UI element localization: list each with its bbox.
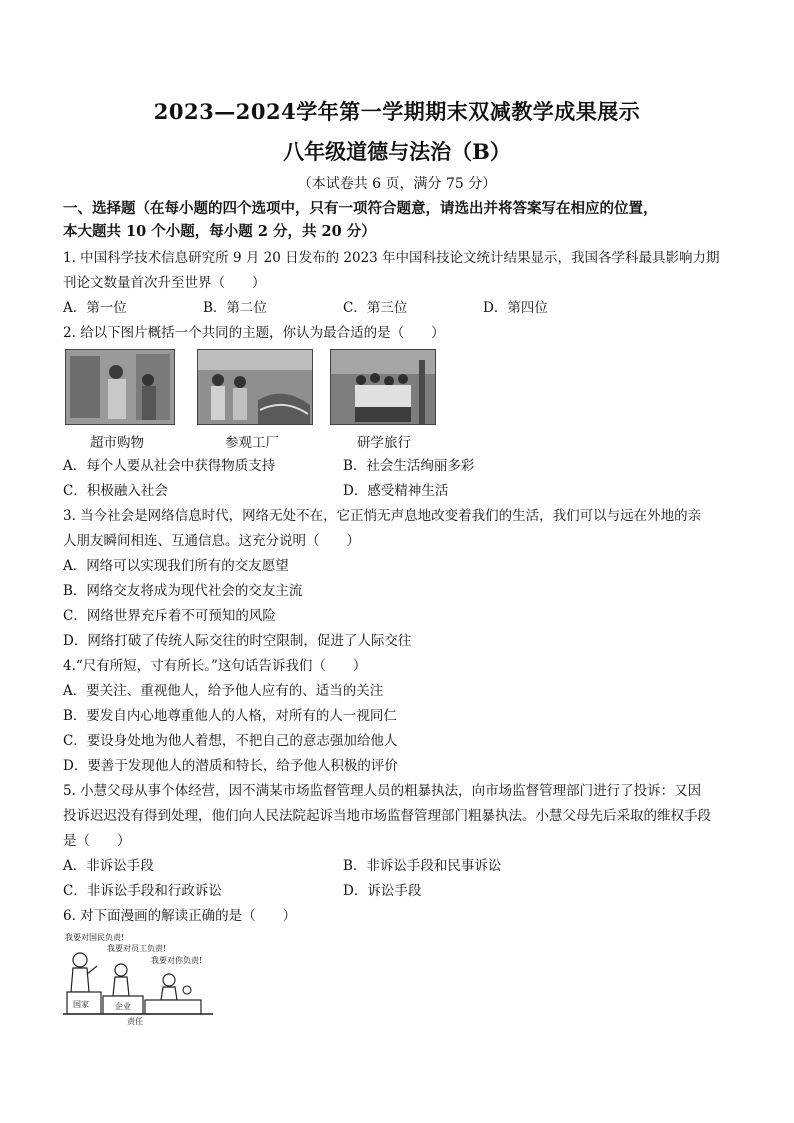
q2-option-c: C．积极融入社会 [63, 483, 168, 499]
cartoon-speech-family: 我要对你负责! [151, 956, 203, 965]
q3-option-c: C．网络世界充斥着不可预知的风险 [63, 608, 276, 624]
q1-option-d: D．第四位 [483, 300, 548, 316]
q5-stem-line1: 5. 小慧父母从事个体经营，因不满某市场监督管理人员的粗暴执法，向市场监督管理部门进行了投诉：又因 [63, 783, 702, 799]
q3-stem-line1: 3. 当今社会是网络信息时代，网络无处不在，它正悄无声息地改变着我们的生活，我们可以与远在外地的亲 [63, 508, 702, 524]
exam-subject: 八年级道德与法治（B） [283, 139, 511, 164]
caption-factory: 参观工厂 [225, 435, 279, 451]
q2-option-b: B．社会生活绚丽多彩 [343, 458, 475, 474]
caption-study-tour: 研学旅行 [357, 435, 411, 451]
q4-option-b: B．要发自内心地尊重他人的人格，对所有的人一视同仁 [63, 708, 397, 724]
cartoon-speech-company: 我要对员工负责! [107, 944, 167, 953]
cartoon-speech-country: 我要对国民负责! [65, 933, 125, 942]
photo-factory-visit [197, 349, 313, 425]
q1-option-b: B．第二位 [203, 300, 267, 316]
caption-supermarket: 超市购物 [90, 435, 144, 451]
responsibility-cartoon [63, 930, 215, 1025]
q1-option-a: A．第一位 [63, 300, 127, 316]
q2-stem: 2. 给以下图片概括一个共同的主题，你认为最合适的是（ ） [63, 325, 445, 341]
q2-option-a: A．每个人要从社会中获得物质支持 [63, 458, 276, 474]
q4-option-d: D．要善于发现他人的潜质和特长，给予他人积极的评价 [63, 758, 398, 774]
q6-stem: 6. 对下面漫画的解读正确的是（ ） [63, 908, 297, 924]
photo-study-tour [330, 349, 436, 425]
section-heading-line2: 本大题共 10 个小题，每小题 2 分，共 20 分） [63, 223, 376, 240]
q3-stem-line2: 人朋友瞬间相连、互通信息。这充分说明（ ） [63, 533, 360, 549]
q1-stem-line2: 刊论文数量首次升至世界（ ） [63, 275, 266, 291]
q4-option-c: C．要设身处地为他人着想，不把自己的意志强加给他人 [63, 733, 398, 749]
q3-option-d: D．网络打破了传统人际交往的时空限制，促进了人际交往 [63, 633, 412, 649]
cartoon-label-responsibility: 责任 [127, 1017, 143, 1025]
section-heading-line1: 一、选择题（在每小题的四个选项中，只有一项符合题意，请选出并将答案写在相应的位置， [63, 200, 658, 217]
q1-option-c: C．第三位 [343, 300, 408, 316]
q5-stem-line3: 是（ ） [63, 833, 131, 849]
q5-option-a: A．非诉讼手段 [63, 858, 154, 874]
q5-option-c: C．非诉讼手段和行政诉讼 [63, 883, 222, 899]
q5-option-d: D．诉讼手段 [343, 883, 422, 899]
q3-option-a: A．网络可以实现我们所有的交友愿望 [63, 558, 289, 574]
q3-option-b: B．网络交友将成为现代社会的交友主流 [63, 583, 303, 599]
q5-option-b: B．非诉讼手段和民事诉讼 [343, 858, 502, 874]
q5-stem-line2: 投诉迟迟没有得到处理，他们向人民法院起诉当地市场监督管理部门粗暴执法。小慧父母先后采取的维权手段 [63, 808, 711, 824]
q2-option-d: D．感受精神生活 [343, 483, 449, 499]
q4-option-a: A．要关注、重视他人，给予他人应有的、适当的关注 [63, 683, 384, 699]
cartoon-label-country: 国家 [73, 1000, 89, 1009]
q4-stem: 4.“尺有所短，寸有所长。”这句话告诉我们（ ） [63, 658, 367, 674]
photo-supermarket [65, 349, 175, 425]
cartoon-label-company: 企业 [115, 1002, 131, 1011]
exam-title: 2023—2024学年第一学期期末双减教学成果展示 [153, 99, 641, 124]
exam-note: （本试卷共 6 页，满分 75 分） [297, 176, 497, 192]
q1-stem-line1: 1. 中国科学技术信息研究所 9 月 20 日发布的 2023 年中国科技论文统计结果显示，我国各学科最具影响力期 [63, 250, 720, 266]
